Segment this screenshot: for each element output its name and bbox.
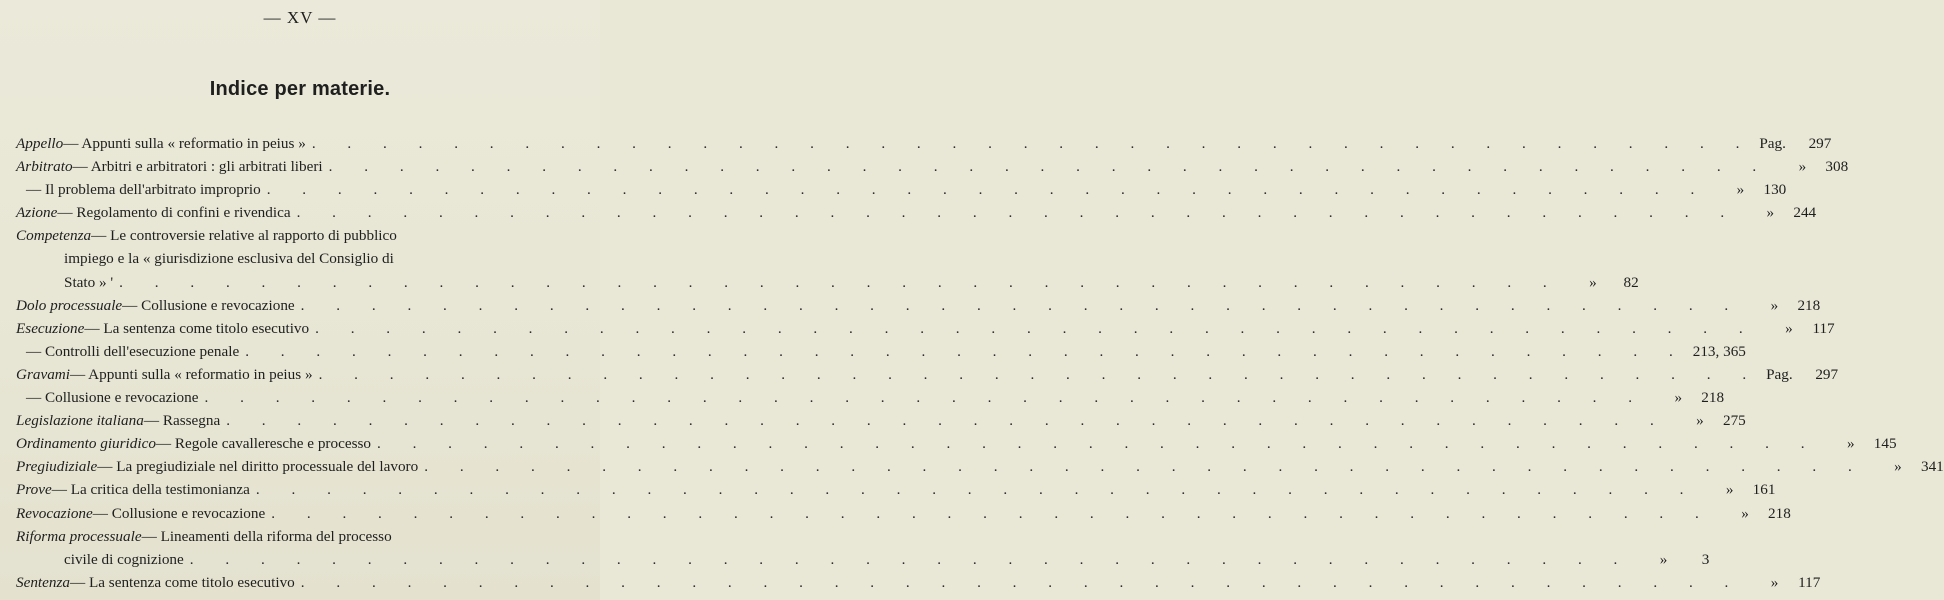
- dot-leader: . . . . . . . . . . . . . . . . . . . . . . . . . . . . . . . . . . . . . . . . .: [226, 412, 1668, 430]
- index-entry: [16, 478, 1776, 501]
- entry-subject: Azione: [16, 204, 58, 222]
- index-entry: [16, 363, 1839, 386]
- page-marker: »: [1741, 504, 1749, 522]
- entry-subject: Pregiudiziale: [16, 458, 98, 476]
- entry-subject: Prove: [16, 481, 52, 499]
- entry-text: — Le controversie relative al rapporto di pubblico: [91, 227, 397, 245]
- page-ref: 218: [1701, 389, 1725, 407]
- entry-subject: Revocazione: [16, 504, 93, 522]
- entry-subject: Sentenza: [16, 573, 70, 591]
- index-entry: [16, 525, 1710, 571]
- index-entry: [16, 571, 1821, 594]
- page-ref: 117: [1812, 319, 1835, 337]
- subject-index: [16, 132, 1944, 594]
- entry-text: — Il problema dell'arbitrato improprio: [26, 181, 261, 199]
- dot-leader: . . . . . . . . . . . . . . . . . . . . . . . . . . . . . . . . . . . . . . . . .: [204, 389, 1647, 407]
- dot-leader: . . . . . . . . . . . . . . . . . . . . . . . . . . . . . . . . . . . . . . . . .: [300, 573, 1743, 591]
- page-ref: 275: [1722, 412, 1746, 430]
- page-marker: »: [1846, 435, 1855, 453]
- page-marker: »: [1696, 412, 1704, 430]
- entry-subject: Gravami: [16, 365, 70, 383]
- entry-text: — Appunti sulla « reformatio in peius »: [70, 365, 313, 383]
- dot-leader: . . . . . . . . . . . . . . . . . . . . . . . . . . . . . . . . . . . . . . . . .: [189, 550, 1632, 568]
- index-entry: [16, 224, 1639, 293]
- entry-text: — Regole cavalleresche e processo: [155, 435, 371, 453]
- entry-text: — Collusione e revocazione: [92, 504, 266, 522]
- index-entry: [16, 178, 1787, 201]
- page-ref: 297: [1808, 135, 1832, 152]
- entry-text: — Appunti sulla « reformatio in peius »: [63, 135, 306, 152]
- index-entry: [16, 502, 1791, 525]
- page-marker: »: [1766, 204, 1775, 222]
- page-marker: »: [1770, 573, 1779, 591]
- dot-leader: . . . . . . . . . . . . . . . . . . . . . . . . . . . . . . . . . . . . . . . . .: [311, 135, 1754, 152]
- dot-leader: . . . . . . . . . . . . . . . . . . . . . . . . . . . . . . . . . . . . . . . . .: [315, 319, 1757, 337]
- index-entry: [16, 455, 1944, 478]
- dot-leader: . . . . . . . . . . . . . . . . . . . . . . . . . . . . . . . . . . . . . . . . .: [376, 435, 1819, 453]
- page-marker: »: [1785, 319, 1793, 337]
- entry-subject: Legislazione italiana: [16, 412, 144, 430]
- page-marker: »: [1589, 273, 1597, 291]
- dot-leader: . . . . . . . . . . . . . . . . . . . . . . . . . . . . . . . . . . . . . . . . .: [266, 181, 1709, 199]
- page-ref: 308: [1825, 158, 1849, 176]
- entry-text: — La pregiudiziale nel diritto processuale del lavoro: [97, 458, 419, 476]
- entry-subject: Esecuzione: [16, 319, 85, 337]
- entry-subject: Dolo processuale: [16, 296, 123, 314]
- entry-text-continued: Stato » ': [64, 273, 114, 291]
- page-ref: 297: [1815, 365, 1839, 383]
- entry-subject: Arbitrato: [16, 158, 73, 176]
- entry-text-continued: civile di cognizione: [64, 550, 184, 568]
- entry-text: — Collusione e revocazione: [122, 296, 295, 314]
- page-ref: 145: [1873, 435, 1897, 453]
- page-marker: »: [1798, 158, 1807, 176]
- page-number: — XV —: [263, 8, 337, 27]
- dot-leader: . . . . . . . . . . . . . . . . . . . . . . . . . . . . . . . . . . . . . . . . .: [328, 158, 1771, 176]
- page-ref: 161: [1752, 481, 1776, 499]
- page-marker: Pag.: [1766, 365, 1793, 383]
- page-marker: »: [1736, 181, 1745, 199]
- page-ref: 218: [1768, 504, 1791, 522]
- entry-text-continued: impiego e la « giurisdizione esclusiva del Consiglio di: [64, 250, 394, 268]
- page-marker: »: [1674, 389, 1683, 407]
- page-marker: »: [1770, 296, 1779, 314]
- page-marker: »: [1659, 550, 1668, 568]
- dot-leader: . . . . . . . . . . . . . . . . . . . . . . . . . . . . . . . . . . . . . . . . .: [300, 296, 1743, 314]
- index-entry: [16, 294, 1821, 317]
- entry-subject: Riforma processuale: [16, 527, 142, 545]
- dot-leader: . . . . . . . . . . . . . . . . . . . . . . . . . . . . . . . . . . . . . . . . .: [318, 365, 1761, 383]
- index-entry: [16, 386, 1725, 409]
- page-ref: 130: [1763, 181, 1787, 199]
- page-ref: 82: [1623, 273, 1639, 291]
- dot-leader: . . . . . . . . . . . . . . . . . . . . . . . . . . . . . . . . . . . . . . . . .: [271, 504, 1713, 522]
- index-entry: [16, 409, 1746, 432]
- entry-text: — Arbitri e arbitratori : gli arbitrati liberi: [72, 158, 323, 176]
- page-marker: »: [1894, 458, 1902, 476]
- entry-text: — Controlli dell'esecuzione penale: [26, 342, 240, 360]
- dot-leader: . . . . . . . . . . . . . . . . . . . . . . . . . . . . . . . . . . . . . . . . .: [424, 458, 1866, 476]
- entry-text: — La critica della testimonianza: [51, 481, 250, 499]
- entry-text: — Regolamento di confini e rivendica: [57, 204, 291, 222]
- index-entry: [16, 132, 1832, 155]
- entry-subject: Appello: [16, 135, 64, 152]
- page-ref: 341: [1920, 458, 1944, 476]
- page-ref: 218: [1797, 296, 1821, 314]
- index-entry: [16, 317, 1835, 340]
- dot-leader: . . . . . . . . . . . . . . . . . . . . . . . . . . . . . . . . . . . . . . . . .: [296, 204, 1739, 222]
- page-ref: 244: [1793, 204, 1817, 222]
- page-ref: 213, 365: [1692, 342, 1746, 360]
- page-marker: »: [1725, 481, 1734, 499]
- index-entry: [16, 432, 1897, 455]
- entry-text: — Collusione e revocazione: [26, 389, 199, 407]
- entry-subject: Ordinamento giuridico: [16, 435, 156, 453]
- dot-leader: . . . . . . . . . . . . . . . . . . . . . . . . . . . . . . . . . . . . . . . . .: [245, 342, 1687, 360]
- page-ref: 117: [1798, 573, 1821, 591]
- entry-subject: Competenza: [16, 227, 92, 245]
- page-marker: Pag.: [1759, 135, 1786, 152]
- dot-leader: . . . . . . . . . . . . . . . . . . . . . . . . . . . . . . . . . . . . . . . . .: [255, 481, 1698, 499]
- dot-leader: . . . . . . . . . . . . . . . . . . . . . . . . . . . . . . . . . . . . . . . . .: [119, 273, 1561, 291]
- entry-text: — La sentenza come titolo esecutivo: [70, 573, 295, 591]
- entry-text: — Lineamenti della riforma del processo: [141, 527, 392, 545]
- entry-text: — Rassegna: [143, 412, 221, 430]
- entry-text: — La sentenza come titolo esecutivo: [84, 319, 310, 337]
- page-title: Indice per materie.: [209, 78, 391, 100]
- index-entry: [16, 155, 1849, 178]
- page-ref: 3: [1701, 550, 1710, 568]
- index-entry: [16, 340, 1746, 363]
- index-entry: [16, 201, 1817, 224]
